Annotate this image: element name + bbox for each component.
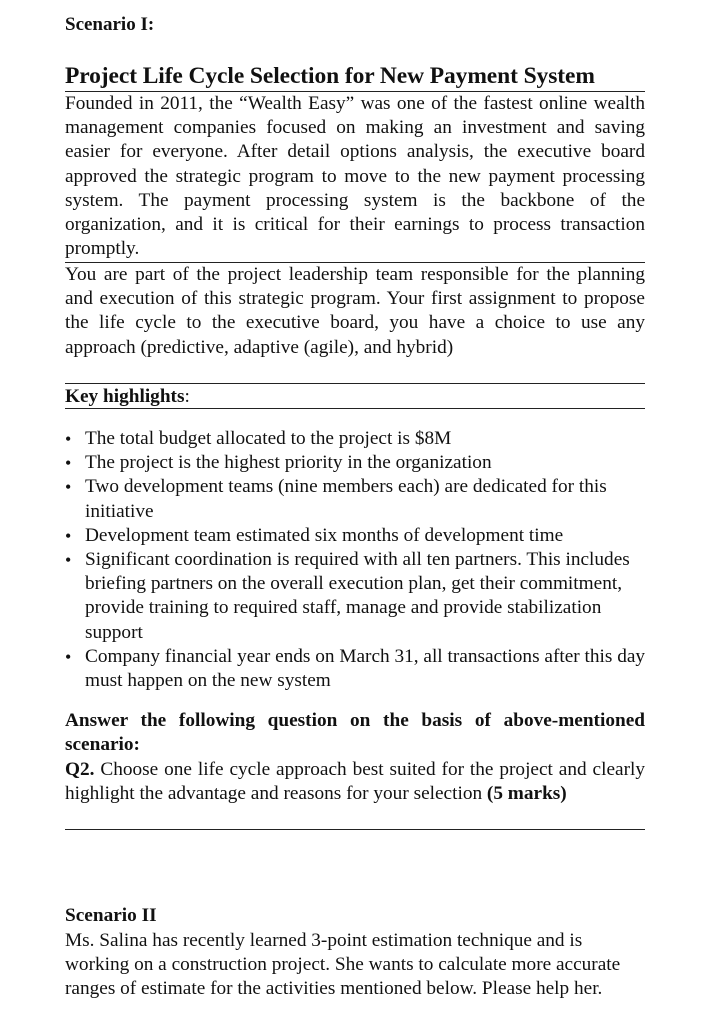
key-highlights-label: Key highlights [65,386,185,407]
list-item [65,475,655,523]
scenario-2-text: Ms. Salina has recently learned 3-point estimation technique and is working on a construction project. She wants to calculate more accurate ranges of estimate for the activities mentioned below. Please help her. [65,930,621,1000]
list-item-text: Significant coordination is required with all ten partners. This includes briefing partners on the overall execution plan, get their commitment, provide training to required staff, manage and provide stabilization support [85,549,630,643]
scenario-2-label: Scenario II [65,905,157,926]
question-marks: (5 marks) [486,783,567,805]
bullet-icon: • [65,646,72,667]
key-highlights-colon: : [184,386,190,407]
instruction-bold: Answer the following question on the basis of above-mentioned scenario: [65,710,645,756]
list-item [65,451,655,475]
list-item [65,524,655,548]
list-item [65,427,655,451]
intro-paragraph: Founded in 2011, the “Wealth Easy” was one of the fastest online wealth management companies focused on making an investment and saving easier for everyone. After detail options analysis, the executive board approved the strategic program to move to the new payment processing system. The payment processing system is the backbone of the organization, and it is critical for their earnings to process transaction promptly. [65,93,645,260]
list-item [65,548,655,645]
paragraph-2-underline [65,383,645,384]
list-item [65,645,655,693]
bullet-icon: • [65,550,72,571]
question-number: Q2. [65,759,95,780]
question-2 [65,758,645,806]
bullet-icon: • [65,453,72,474]
key-highlights-underline [65,408,645,409]
scenario-1-label: Scenario I: [65,14,155,35]
bullet-icon: • [65,525,72,546]
key-highlights-list [65,427,655,693]
assignment-paragraph: You are part of the project leadership team responsible for the planning and execution of this strategic program. Your first assignment to propose the life cycle to the executive board, you have a choice to use any approach (predictive, adaptive (agile), and hybrid) [65,264,645,358]
list-item-text: The total budget allocated to the project is $8M [85,428,452,449]
key-highlights-heading [65,385,190,409]
question-underline [65,829,645,830]
instruction-text [65,709,645,757]
list-item-text: Company financial year ends on March 31, all transactions after this day must happen on the new system [85,645,646,692]
list-item-text: The project is the highest priority in the organization [85,452,492,474]
section-title: Project Life Cycle Selection for New Payment System [65,63,595,89]
list-item-text: Two development teams (nine members each) are dedicated for this initiative [85,476,607,522]
bullet-icon: • [65,477,72,498]
list-item-text: Development team estimated six months of development time [85,524,564,546]
question-text: Choose one life cycle approach best suited for the project and clearly highlight the advantage and reasons for your selection [65,759,645,805]
bullet-icon: • [65,429,72,449]
